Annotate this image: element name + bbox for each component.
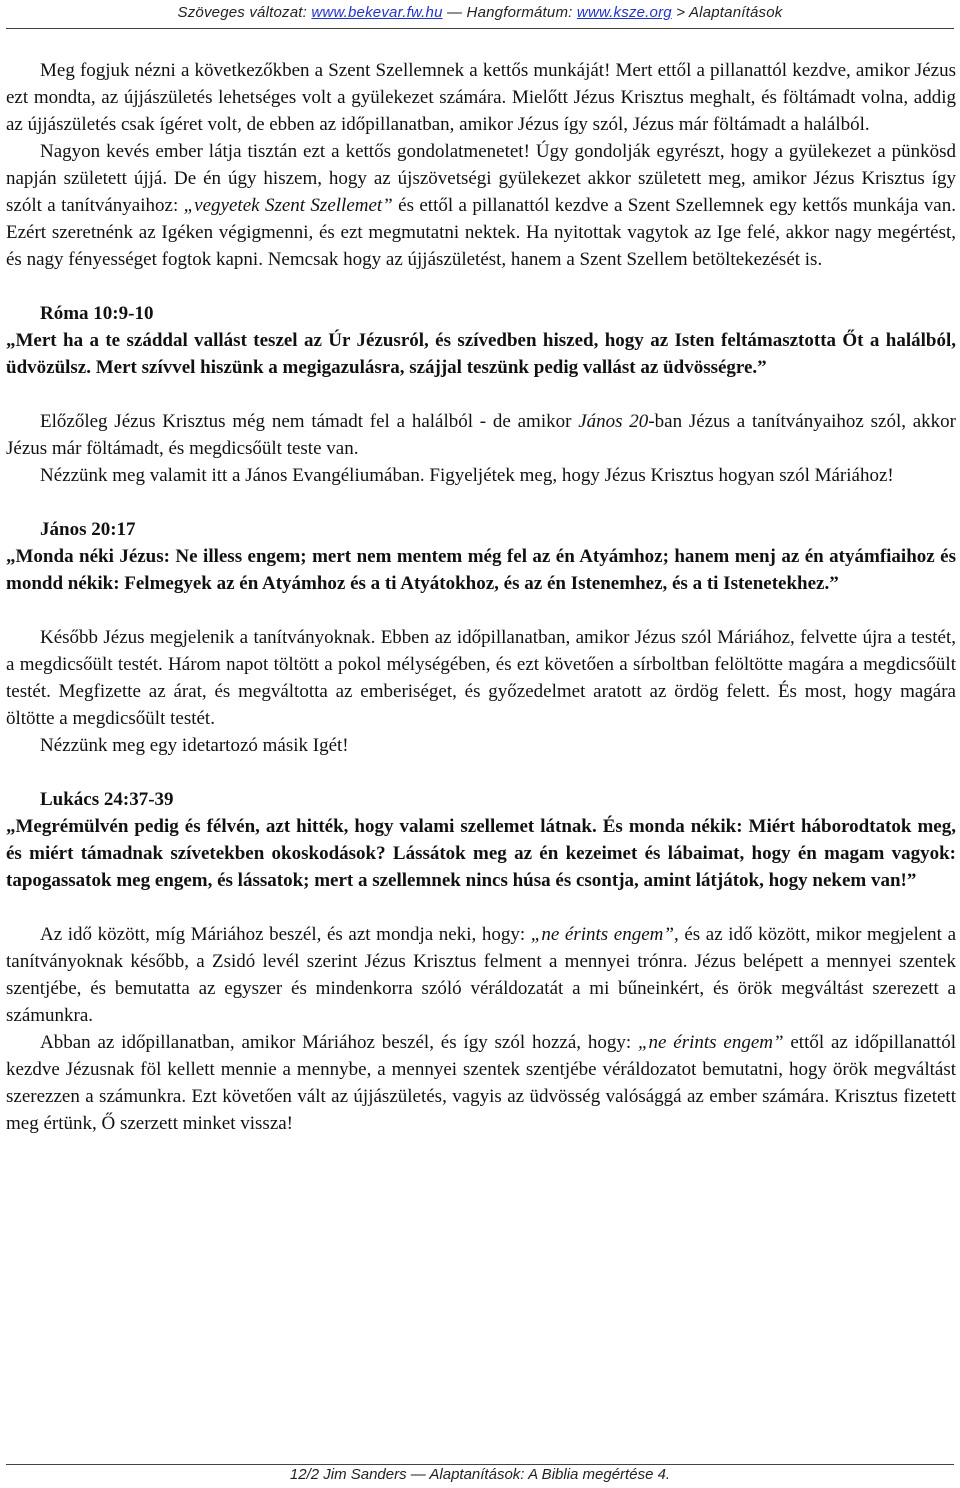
scripture-quote-romans: „Mert ha a te száddal vallást teszel az Úr Jézusról, és szívedben hiszed, hogy az Isten feltámasztotta Őt a halálból, üdvözülsz. Mert szívvel hiszünk a megigazulásra, szájjal teszünk pedig vallást az üdvösségre.” (6, 330, 956, 378)
footer-divider (6, 1464, 954, 1465)
quote-italic: „ne érints engem” (637, 1032, 784, 1053)
scripture-reference-luke: Lukács 24:37-39 (40, 789, 174, 810)
paragraph-4: Nézzünk meg valamit itt a János Evangéliumában. Figyeljétek meg, hogy Jézus Krisztus hogyan szól Máriához! (40, 465, 894, 486)
paragraph-7: Az idő között, míg Máriához beszél, és azt mondja neki, hogy: „ne érints engem”, és az idő között, mikor megjelent a tanítványoknak később, a Zsidó levél szerint Jézus Krisztus felment a mennyei trónra. Jézus belépett a mennyei szentek szentjébe, és bemutatta az egyszer és mindenkorra szóló véráldozatát a mi bűneinkért, és örök megváltást szerezett a számunkra. (6, 924, 957, 1026)
quote-italic: „vegyetek Szent Szellemet” (183, 195, 393, 216)
reference-italic: János 20 (578, 411, 649, 432)
header-divider (6, 28, 954, 29)
document-body (6, 57, 956, 1137)
paragraph-3: Előzőleg Jézus Krisztus még nem támadt fel a halálból - de amikor János 20-ban Jézus a tanítványaihoz szól, akkor Jézus már föltámadt, és megdicsőült teste van. (6, 411, 957, 459)
paragraph-5: Később Jézus megjelenik a tanítványoknak. Ebben az időpillanatban, amikor Jézus szól Máriához, felvette újra a testét, a megdicsőült testét. Három napot töltött a pokol mélységében, és ezt követően a sírboltban felöltötte magára a megdicsőült testét. Megfizette az árat, és megváltotta az emberiséget, és győzedelmet aratott az ördög felett. És most, hogy magára öltötte a megdicsőült testét. (6, 627, 956, 729)
page-header (0, 4, 960, 21)
scripture-quote-luke: „Megrémülvén pedig és félvén, azt hitték, hogy valami szellemet látnak. És monda nékik: Miért háborodtatok meg, és miért támadnak szívetekben okoskodások? Lássátok meg az én kezeimet és lábaimat, hogy én magam vagyok: tapogassatok meg engem, és lássatok; mert a szellemnek nincs húsa és csontja, amint látjátok, hogy nekem van!” (6, 816, 956, 891)
paragraph-1: Meg fogjuk nézni a következőkben a Szent Szellemnek a kettős munkáját! Mert ettől a pillanattól kezdve, amikor Jézus ezt mondta, az újjászületés lehetséges volt a gyülekezet számára. Mielőtt Jézus Krisztus meghalt, és föltámadt volna, addig az újjászületés csak ígéret volt, de ebben az időpillanatban, amikor Jézus így szól, Jézus már föltámadt a halálból. (6, 60, 956, 135)
paragraph-2: Nagyon kevés ember látja tisztán ezt a kettős gondolatmenetet! Úgy gondolják egyrészt, hogy a gyülekezet a pünkösd napján született újjá. De én úgy hiszem, hogy az újszövetségi gyülekezet akkor született meg, amikor Jézus Krisztus így szólt a tanítványaihoz: „vegyetek Szent Szellemet” és ettől a pillanattól kezdve a Szent Szellemnek egy kettős munkája van. Ezért szeretnénk az Igéken végigmenni, és ezt megmutatni nektek. Ha nyitottak vagytok az Ige felé, akkor nagy megértést, és nagy fényességet fogtok kapni. Nemcsak hogy az újjászületést, hanem a Szent Szellem betöltekezését is. (6, 141, 956, 270)
scripture-quote-john: „Monda néki Jézus: Ne illess engem; mert nem mentem még fel az én Atyámhoz; hanem menj az én atyámfiaihoz és mondd nékik: Felmegyek az én Atyámhoz és a ti Atyátokhoz, és az én Istenemhez, és a ti Istenetekhez.” (6, 546, 956, 594)
header-link-bekevar[interactable]: www.bekevar.fw.hu (311, 4, 443, 21)
header-middle: — Hangformátum: (442, 4, 577, 21)
header-prefix: Szöveges változat: (177, 4, 312, 21)
page-footer: 12/2 Jim Sanders — Alaptanítások: A Biblia megértése 4. (289, 1466, 671, 1483)
paragraph-6: Nézzünk meg egy idetartozó másik Igét! (40, 735, 349, 756)
header-link-ksze[interactable]: www.ksze.org (576, 4, 672, 21)
paragraph-8: Abban az időpillanatban, amikor Máriához beszél, és így szól hozzá, hogy: „ne érints engem” ettől az időpillanattól kezdve Jézusnak föl kellett mennie a mennybe, a mennyei szentek szentjébe véráldozatot bemutatni, hogy örök megváltást szerezzen a számunkra. Ezt követően vált az újjászületés, vagyis az üdvösség valósággá az ember számára. Krisztus fizetett meg értünk, Ő szerzett minket vissza! (6, 1032, 956, 1134)
scripture-reference-john: János 20:17 (40, 519, 136, 540)
header-suffix: > Alaptanítások (671, 4, 783, 21)
quote-italic: „ne érints engem” (530, 924, 674, 945)
scripture-reference-romans: Róma 10:9-10 (40, 303, 154, 324)
